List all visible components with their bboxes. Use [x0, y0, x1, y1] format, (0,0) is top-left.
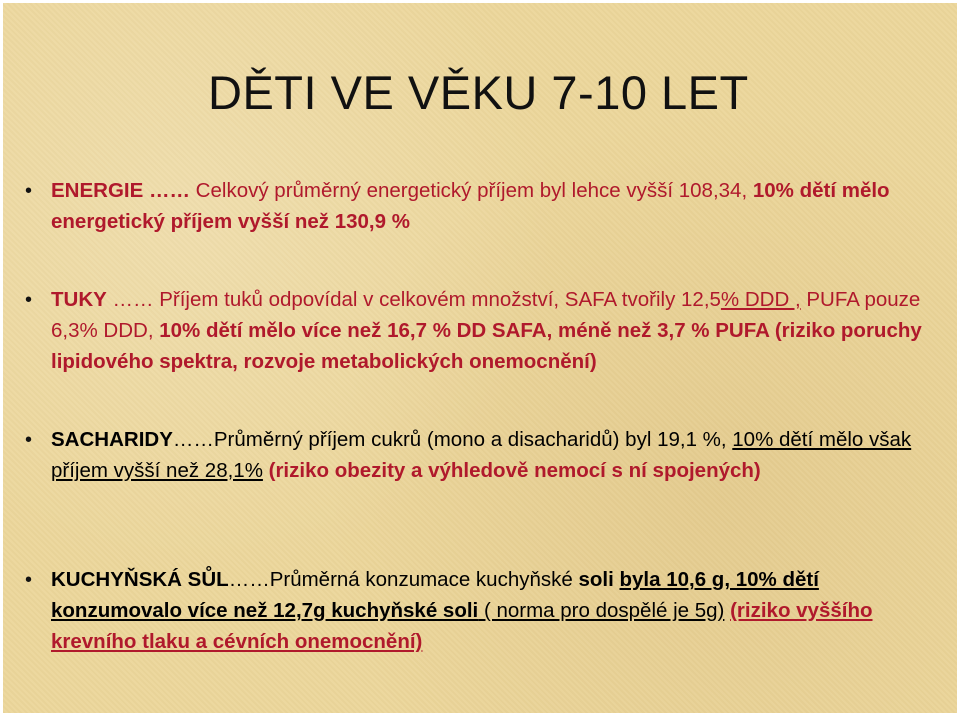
bullet-icon: •	[25, 180, 33, 202]
list-item-tuky	[25, 284, 945, 377]
list-item-energie	[25, 175, 945, 237]
sul-risk: (riziko vyššího krevního tlaku a cévních onemocnění)	[51, 599, 873, 653]
bullet-icon: •	[25, 289, 33, 311]
sul-label: KUCHYŇSKÁ SŮL	[51, 568, 229, 591]
sacharidy-emphasis: 10% dětí mělo však příjem vyšší než 28,1%	[51, 428, 912, 482]
sul-emphasis: byla 10,6 g, 10% dětí konzumovalo více než 12,7g kuchyňské soli	[51, 568, 819, 622]
energie-paragraph	[51, 175, 945, 237]
slide	[3, 3, 957, 713]
sul-text: ……Průměrná konzumace kuchyňské	[228, 568, 579, 591]
slide-title: DĚTI VE VĚKU 7-10 LET	[208, 66, 749, 119]
sacharidy-text: ……Průměrný příjem cukrů (mono a disacharidů) byl 19,1 %,	[172, 428, 733, 451]
tuky-pufa: PUFA pouze 6,3% DDD,	[51, 288, 921, 342]
sacharidy-paragraph	[51, 424, 945, 486]
tuky-ddd: % DDD ,	[720, 288, 801, 311]
energie-dots: ……	[143, 179, 190, 202]
energie-emphasis: 10% dětí mělo energetický příjem vyšší než 130,9 %	[51, 179, 890, 233]
tuky-label: TUKY	[51, 288, 107, 311]
tuky-paragraph	[51, 284, 945, 377]
tuky-emphasis: 10% dětí mělo více než 16,7 % DD SAFA, méně než 3,7 % PUFA	[159, 319, 775, 342]
sacharidy-risk: (riziko obezity a výhledově nemocí s ní spojených)	[268, 459, 761, 482]
sul-norma: ( norma pro dospělé je 5g)	[478, 599, 725, 622]
bullet-icon: •	[25, 569, 33, 591]
list-item-sul	[25, 564, 945, 657]
list-item-sacharidy	[25, 424, 945, 486]
tuky-risk: (riziko poruchy lipidového spektra, rozvoje metabolických onemocnění)	[51, 319, 922, 373]
sacharidy-label: SACHARIDY	[51, 428, 173, 451]
bullet-icon: •	[25, 429, 33, 451]
energie-text: Celkový průměrný energetický příjem byl lehce vyšší 108,34,	[189, 179, 753, 202]
sul-soli: soli	[578, 568, 614, 591]
energie-label: ENERGIE	[51, 179, 144, 202]
sul-paragraph	[51, 564, 945, 657]
tuky-text: …… Příjem tuků odpovídal v celkovém množství, SAFA tvořily 12,5	[106, 288, 721, 311]
